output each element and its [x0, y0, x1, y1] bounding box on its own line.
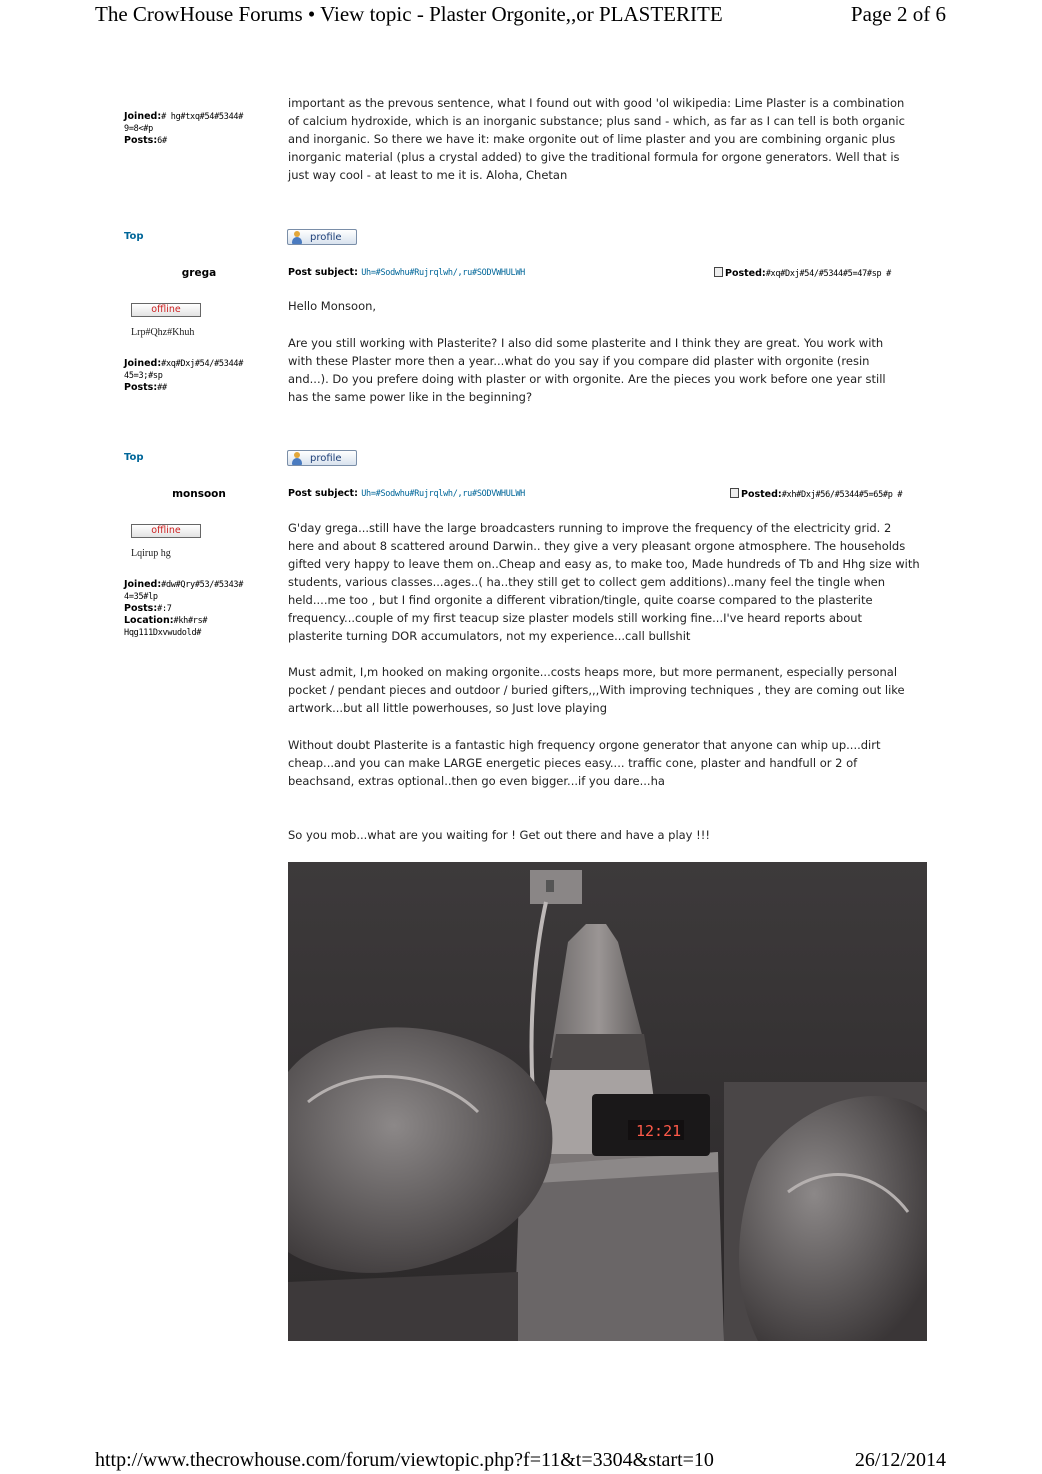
post-text-line: Must admit, I,m hooked on making orgonite...costs heaps more, but more permanent, especially personal [288, 665, 898, 679]
post-text-line: frequency...couple of my first teacup size plaster models still working fine...I've heard reports about [288, 611, 863, 625]
post3-paragraph-3 [288, 736, 920, 790]
post1-author-info [124, 111, 243, 147]
post3-posted-date: Posted:#xh#Dxj#56/#5344#5=65#p # [730, 488, 902, 500]
post-text-line: artwork...but all little powerhouses, so Just love playing [288, 701, 608, 715]
post-photo [288, 862, 927, 1341]
post-text-line: beachsand, extras optional..then go even bigger...if you dare...ha [288, 774, 665, 788]
print-header-title: The CrowHouse Forums • View topic - Plaster Orgonite,,or PLASTERITE [95, 2, 723, 26]
post-text-line: and inorganic. So there we have it: make orgonite out of lime plaster and you are combining organic plus [288, 132, 896, 146]
posts-row: Posts:6# [124, 135, 167, 146]
post-text-line: cheap...and you can make LARGE energetic pieces easy.... traffic cone, plaster and handfull or 2 of [288, 756, 858, 770]
joined-row-cont: 4=35#lp [124, 592, 158, 602]
profile-button[interactable]: profile [287, 229, 357, 245]
post-text-line: pocket / pendant pieces and outdoor / buried gifters,,,With improving techniques , they are coming out like [288, 683, 905, 697]
offline-status-badge: offline [131, 524, 201, 538]
joined-row-cont: 45=3;#sp [124, 371, 163, 381]
post3-subject: Post subject: Uh=#Sodwhu#Rujrqlwh/,ru#SODVWHULWH [288, 488, 525, 499]
post-icon[interactable] [714, 267, 723, 277]
post-text-line: inorganic material (plus a crystal added) to give the traditional formula for orgone generators. Well that is [288, 150, 900, 164]
post-text-line: Without doubt Plasterite is a fantastic high frequency orgone generator that anyone can whip up....dirt [288, 738, 881, 752]
plaster-cone-photo [288, 862, 927, 1341]
print-footer-date: 26/12/2014 [854, 1449, 946, 1471]
back-to-top-link[interactable]: Top [124, 452, 144, 463]
joined-row: Joined:#xq#Dxj#54/#5344# [124, 358, 244, 369]
post-subject-link[interactable]: Uh=#Sodwhu#Rujrqlwh/,ru#SODVWHULWH [361, 268, 525, 278]
joined-row: Joined:#dw#Qry#53/#5343# [124, 579, 244, 590]
posts-row: Posts:## [124, 382, 167, 393]
post-text-line: Are you still working with Plasterite? I also did some plasterite and I think they are great. You work with [288, 336, 884, 350]
joined-row: Joined:# hg#txq#54#5344# [124, 111, 244, 122]
post3-author-info [124, 579, 243, 639]
post2-posted-date: Posted:#xq#Dxj#54/#5344#5=47#sp # [714, 267, 891, 279]
post2-body-main [288, 334, 920, 406]
offline-status-badge: offline [131, 303, 201, 317]
post3-paragraph-2 [288, 663, 920, 717]
post-icon[interactable] [730, 488, 739, 498]
post-text-line: Hello Monsoon, [288, 299, 377, 313]
post3-paragraph-1 [288, 519, 920, 645]
post3-paragraph-4 [288, 826, 920, 844]
post2-body [288, 297, 920, 315]
post-text-line: gifted very happy to leave them on..Cheap and easy as, to make too, Made hundreds of Tb and Hhg size with [288, 557, 920, 571]
joined-row-cont: 9=8<#p [124, 124, 153, 134]
post2-author-info [124, 358, 243, 394]
back-to-top-link[interactable]: Top [124, 231, 144, 242]
post-text-line: here and about 8 scattered around Darwin.. they give a very pleasant orgone atmosphere. The households [288, 539, 906, 553]
post-text-line: has the same power like in the beginning? [288, 390, 533, 404]
post-subject-link[interactable]: Uh=#Sodwhu#Rujrqlwh/,ru#SODVWHULWH [361, 489, 525, 499]
post-text-line: important as the prevous sentence, what I found out with good 'ol wikipedia: Lime Plaster is a combination [288, 96, 905, 110]
post-text-line: with these Plaster more then a year...what do you say if you compare did plaster with orgonite (resin [288, 354, 870, 368]
post-text-line: G'day grega...still have the large broadcasters running to improve the frequency of the electricity grid. 2 [288, 521, 892, 535]
posts-row: Posts:#:7 [124, 603, 172, 614]
print-header-page-number: Page 2 of 6 [850, 2, 946, 26]
user-profile-icon [290, 452, 304, 465]
print-footer-url: http://www.thecrowhouse.com/forum/viewtopic.php?f=11&t=3304&start=10 [95, 1449, 714, 1471]
post-text-line: So you mob...what are you waiting for ! Get out there and have a play !!! [288, 828, 710, 842]
profile-button[interactable]: profile [287, 450, 357, 466]
location-row-cont: Hqg111Dxvwudold# [124, 628, 202, 638]
post3-username[interactable]: monsoon [172, 488, 226, 500]
user-rank: Lqirup hg [131, 548, 171, 559]
post2-username[interactable]: grega [181, 267, 217, 279]
post-text-line: held....me too , but I find orgonite a different vibration/tingle, quite coarse compared to the plasterite [288, 593, 873, 607]
post-text-line: students, various classes...ages..( ha..they still get to collect gem additions)..many feel the tingle when [288, 575, 885, 589]
post2-subject: Post subject: Uh=#Sodwhu#Rujrqlwh/,ru#SODVWHULWH [288, 267, 525, 278]
user-profile-icon [290, 231, 304, 244]
post-text-line: of calcium hydroxide, which is an inorganic substance; plus sand - which, as far as I can tell is both organic [288, 114, 905, 128]
user-rank: Lrp#Qhz#Khuh [131, 327, 195, 338]
post-text-line: and...). Do you prefere doing with plaster or with orgonite. Are the pieces you work before one year still [288, 372, 886, 386]
post1-body [288, 94, 920, 184]
clock-display: 12:21 [636, 1122, 682, 1140]
post-text-line: plasterite turning DOR accumulators, not my experience...call bullshit [288, 629, 691, 643]
post-text-line: just way cool - at least to me it is. Aloha, Chetan [288, 168, 568, 182]
location-row: Location:#kh#rs# [124, 615, 208, 626]
